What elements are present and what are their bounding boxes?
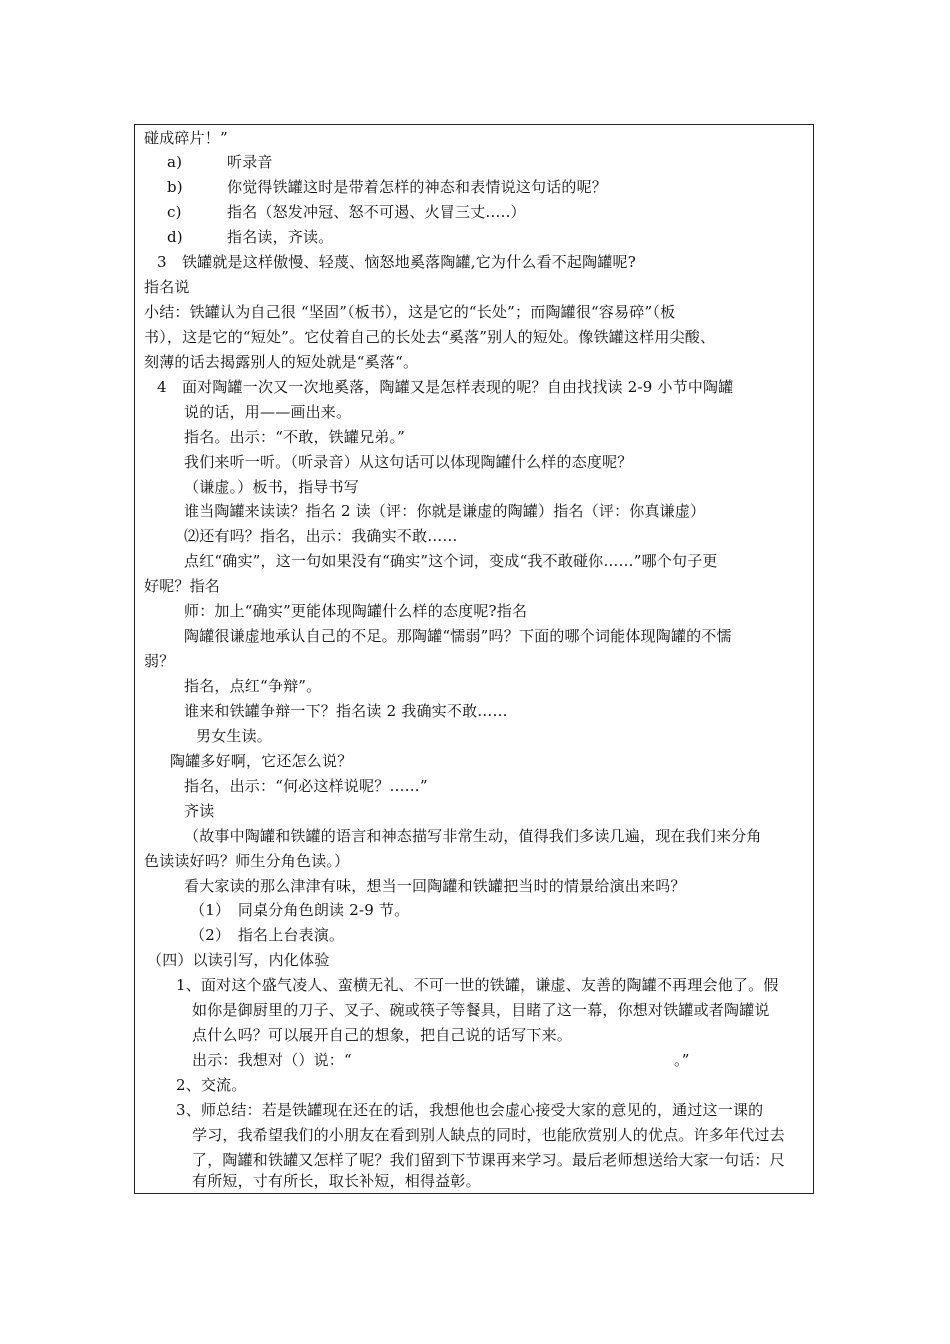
text-line: 刻薄的话去揭露别人的短处就是“奚落“。 (144, 353, 419, 371)
text-line: 2、交流。 (176, 1076, 247, 1094)
text-line: 3 铁罐就是这样傲慢、轻蔑、恼怒地奚落陶罐,它为什么看不起陶罐呢? (157, 253, 636, 271)
text-line: （故事中陶罐和铁罐的语言和神态描写非常生动，值得我们多读几遍，现在我们来分角 (184, 827, 762, 845)
text-line: 陶罐很谦虚地承认自己的不足。那陶罐“懦弱”吗？下面的哪个词能体现陶罐的不懦 (184, 627, 732, 645)
text-line: 指名说 (144, 278, 190, 296)
text-line: （1） 同桌分角色朗读 2-9 节。 (190, 901, 410, 919)
text-line: 如你是御厨里的刀子、叉子、碗或筷子等餐具，目睹了这一幕，你想对铁罐或者陶罐说 (192, 1001, 770, 1019)
text-line: 4 面对陶罐一次又一次地奚落，陶罐又是怎样表现的呢？自由找找读 2-9 小节中陶罐 (157, 378, 734, 396)
text-line: 你觉得铁罐这时是带着怎样的神态和表情说这句话的呢？ (227, 178, 608, 196)
text-line: 3、师总结：若是铁罐现在还在的话，我想他也会虚心接受大家的意见的，通过这一课的 (176, 1101, 764, 1119)
list-marker: d) (167, 228, 183, 246)
text-line: 出示：我想对（）说：“ (192, 1051, 352, 1069)
text-line: 指名读，齐读。 (227, 228, 334, 246)
text-line: 指名，出示：“何必这样说呢？……” (184, 777, 428, 795)
text-line: 指名，点红“争辩”。 (184, 677, 322, 695)
text-line: 学习，我希望我们的小朋友在看到别人缺点的同时，也能欣赏别人的优点。许多年代过去 (192, 1126, 785, 1144)
text-line: （2） 指名上台表演。 (190, 926, 345, 944)
text-line: 师：加上“确实”更能体现陶罐什么样的态度呢?指名 (184, 602, 528, 620)
text-line: 点红“确实”，这一句如果没有“确实”这个词，变成“我不敢碰你……”哪个句子更 (184, 552, 718, 570)
text-line: 书），这是它的“短处”。它仗着自己的长处去“奚落”别人的短处。像铁罐这样用尖酸、 (144, 328, 716, 346)
list-marker: c) (167, 203, 182, 221)
text-line: 了，陶罐和铁罐又怎样了呢？我们留到下节课再来学习。最后老师想送给大家一句话：尺 (192, 1151, 785, 1169)
text-line: 陶罐多好啊，它还怎么说？ (170, 752, 353, 770)
text-line: 说的话，用——画出来。 (184, 403, 352, 421)
text-line: 看大家读的那么津津有味，想当一回陶罐和铁罐把当时的情景给演出来吗？ (184, 877, 686, 895)
text-line: 指名。出示：“不敢，铁罐兄弟。” (184, 428, 406, 446)
list-marker: b) (167, 178, 183, 196)
text-line: 点什么吗？可以展开自己的想象，把自己说的话写下来。 (192, 1026, 573, 1044)
text-line: 。” (674, 1051, 690, 1069)
text-line: ⑵还有吗？指名，出示：我确实不敢…… (184, 527, 458, 545)
text-line: 1、面对这个盛气凌人、蛮横无礼、不可一世的铁罐，谦虚、友善的陶罐不再理会他了。假 (176, 976, 779, 994)
text-line: 好呢？指名 (144, 577, 221, 595)
text-line: 谁来和铁罐争辩一下？指名读 2 我确实不敢…… (184, 702, 508, 720)
text-line: 弱？ (144, 652, 175, 670)
text-line: 齐读 (184, 802, 215, 820)
text-line: 色读读好吗？师生分角色读。） (144, 852, 350, 870)
list-marker: a) (167, 153, 183, 171)
text-line: 小结：铁罐认为自己很 “坚固”（板书），这是它的“长处”；而陶罐很“容易碎”（板 (144, 303, 676, 321)
text-line: 指名（怒发冲冠、怒不可遏、火冒三丈…..） (227, 203, 526, 221)
text-line: 我们来听一听。（听录音）从这句话可以体现陶罐什么样的态度呢？ (184, 453, 633, 471)
text-line: 谁当陶罐来读读？指名 2 读（评：你就是谦虚的陶罐）指名（评：你真谦虚） (184, 502, 706, 520)
text-line: （谦虚。）板书，指导书写 (184, 478, 359, 496)
text-line: 碰成碎片！” (144, 129, 228, 147)
text-line: 男女生读。 (196, 727, 273, 745)
text-line: 有所短，寸有所长，取长补短，相得益彰。 (192, 1172, 481, 1190)
text-line: 听录音 (227, 153, 273, 171)
section-heading: （四）以读引写，内化体验 (147, 951, 330, 969)
